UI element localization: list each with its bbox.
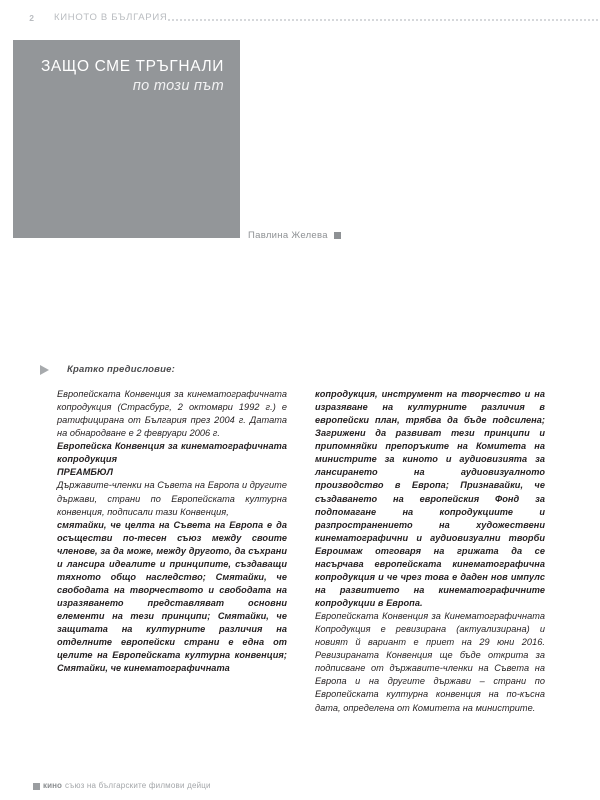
- hero-title-block: [13, 40, 240, 238]
- preface-label: Кратко предисловие:: [67, 364, 175, 375]
- page-title-line-2: по този път: [132, 77, 224, 94]
- square-marker-icon: [334, 232, 341, 239]
- author-name: Павлина Желева: [248, 230, 328, 241]
- preface-kicker: [40, 364, 175, 375]
- right-column: [315, 388, 545, 773]
- dotted-rule: [168, 15, 600, 24]
- preamble-paragraph-regular: Държавите-членки на Съвета на Европа и другите държави, страни по Европейската културна конвенция, подписали тази Конвенция,: [57, 480, 287, 517]
- footer-brand: кино: [43, 781, 63, 790]
- revision-note-paragraph: Европейската Конвенция за Кинематографичната Копродукция е ревизирана (актуализирана) и новият й вариант е приет на 29 юни 2016. Ревизираната Конвенция ще бъде открита за подписване от държавите-членки на Съвета на Европа и на другите държави – страни по Европейската културна конвенция на по-късна дата, определена от Комитета на министрите.: [315, 611, 545, 713]
- square-marker-icon: [33, 783, 40, 790]
- triangle-right-icon: [40, 365, 49, 375]
- page-title-line-1: ЗАЩО СМЕ ТРЪГНАЛИ: [40, 58, 224, 75]
- page-title: [13, 57, 224, 95]
- preamble-paragraph-bold: смятайки, че целта на Съвета на Европа е да осъществи по-тесен съюз между своите членове, за да може, между другото, да съхрани и лансира идеалите и принципите, създаващи тяхното общо наследство; Смятайки, че свободата на творчеството и свободата на изразяването представляват основни елементи на тези принципи; Смятайки, че защитата на културните различия на отделните европейски страни е една от целите на Европейската културна конвенция; Смятайки, че кинематографичната: [57, 519, 287, 674]
- intro-paragraph: Европейската Конвенция за кинематографичната копродукция (Страсбург, 2 октомври 1992 г.) е ратифицирана от България през 2004 г. Датата на обнародване е 2 февруари 2006 г.: [57, 389, 287, 439]
- preamble-continuation-bold: копродукция, инструмент на творчество и на изразяване на културните различия в европейски план, трябва да бъде подсилена; Загрижени да развиват тези принципи и припомняйки препоръките на Комитета на министрите за киното и аудиовизията за лансирането на аудиовизуалното производство в Европа; Признавайки, че създаването на европейския Фонд за подпомагане на копродукциите и разпространението на художествени кинематографични и аудиовизуални творби Евроимаж отговаря на грижата да се насърчава европейската кинематографична копродукция и че чрез това е даден нов импулс на развитието на кинематографичните копродукции в Европа.: [315, 389, 545, 608]
- page-footer: [33, 782, 211, 790]
- convention-heading: Европейска Конвенция за кинематографичната копродукция: [57, 441, 287, 465]
- running-head-title: КИНОТО В БЪЛГАРИЯ: [54, 12, 168, 24]
- footer-subtitle: съюз на българските филмови дейци: [65, 781, 211, 790]
- preamble-subheading: ПРЕАМБЮЛ: [57, 467, 113, 478]
- running-head: [0, 10, 600, 26]
- page-number: 2: [29, 12, 34, 23]
- left-column: [57, 388, 287, 773]
- byline: [248, 231, 341, 241]
- article-body: [57, 388, 545, 773]
